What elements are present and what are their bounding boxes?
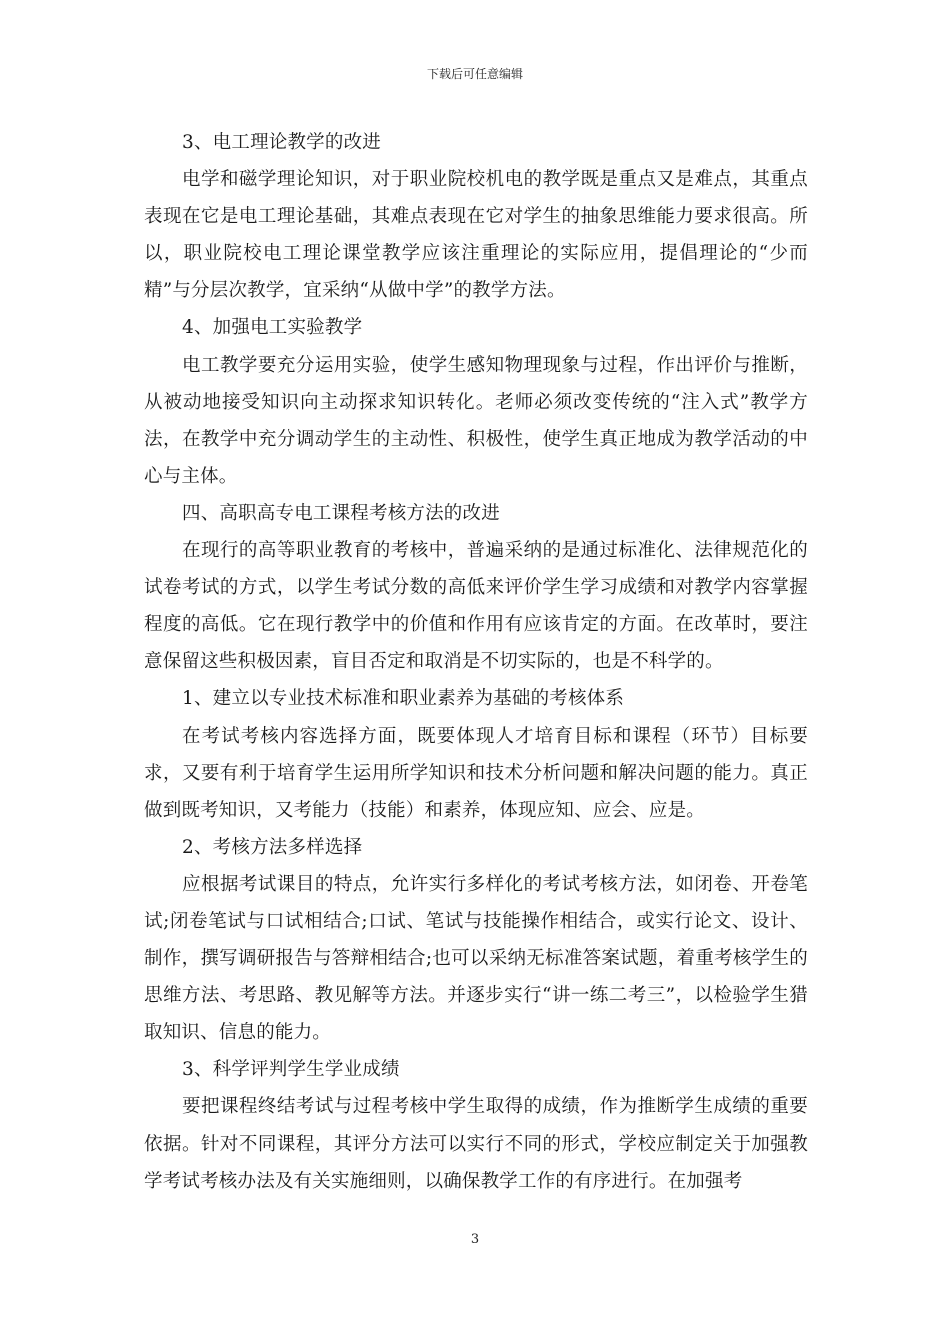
paragraph: 要把课程终结考试与过程考核中学生取得的成绩，作为推断学生成绩的重要依据。针对不同课程，其评分方法可以实行不同的形式，学校应制定关于加强教学考试考核办法及有关实施细则，以确保教学工作的有序进行。在加强考 [144, 1096, 808, 1192]
section-heading: 3、电工理论教学的改进 [182, 132, 381, 153]
document-body [144, 124, 808, 1200]
section-heading: 1、建立以专业技术标准和职业素养为基础的考核体系 [182, 688, 625, 710]
paragraph: 在考试考核内容选择方面，既要体现人才培育目标和课程（环节）目标要求，又要有利于培育学生运用所学知识和技术分析问题和解决问题的能力。真正做到既考知识，又考能力（技能）和素养，体现应知、应会、应是。 [144, 725, 808, 821]
section-heading: 2、考核方法多样选择 [182, 836, 363, 858]
section-heading: 4、加强电工实验教学 [182, 317, 363, 339]
section-heading: 四、高职高专电工课程考核方法的改进 [182, 502, 500, 524]
section-heading: 3、科学评判学生学业成绩 [182, 1059, 400, 1081]
paragraph: 电工教学要充分运用实验，使学生感知物理现象与过程，作出评价与推断，从被动地接受知识向主动探求知识转化。老师必须改变传统的“注入式”教学方法，在教学中充分调动学生的主动性、积极性，使学生真正地成为教学活动的中心与主体。 [144, 354, 808, 487]
paragraph: 电学和磁学理论知识，对于职业院校机电的教学既是重点又是难点，其重点表现在它是电工理论基础，其难点表现在它对学生的抽象思维能力要求很高。所以，职业院校电工理论课堂教学应该注重理论的实际应用，提倡理论的“少而精”与分层次教学，宜采纳“从做中学”的教学方法。 [144, 169, 808, 302]
page-header: 下载后可任意编辑 [426, 67, 523, 81]
paragraph: 在现行的高等职业教育的考核中，普遍采纳的是通过标准化、法律规范化的试卷考试的方式，以学生考试分数的高低来评价学生学习成绩和对教学内容掌握程度的高低。它在现行教学中的价值和作用有应该肯定的方面。在改革时，要注意保留这些积极因素，盲目否定和取消是不切实际的，也是不科学的。 [144, 540, 808, 673]
paragraph: 应根据考试课目的特点，允许实行多样化的考试考核方法，如闭卷、开卷笔试;闭卷笔试与口试相结合;口试、笔试与技能操作相结合，或实行论文、设计、制作，撰写调研报告与答辩相结合;也可以采纳无标准答案试题，着重考核学生的思维方法、考思路、教见解等方法。并逐步实行“讲一练二考三”，以检验学生猎取知识、信息的能力。 [144, 873, 808, 1044]
page-number: 3 [470, 1232, 480, 1247]
